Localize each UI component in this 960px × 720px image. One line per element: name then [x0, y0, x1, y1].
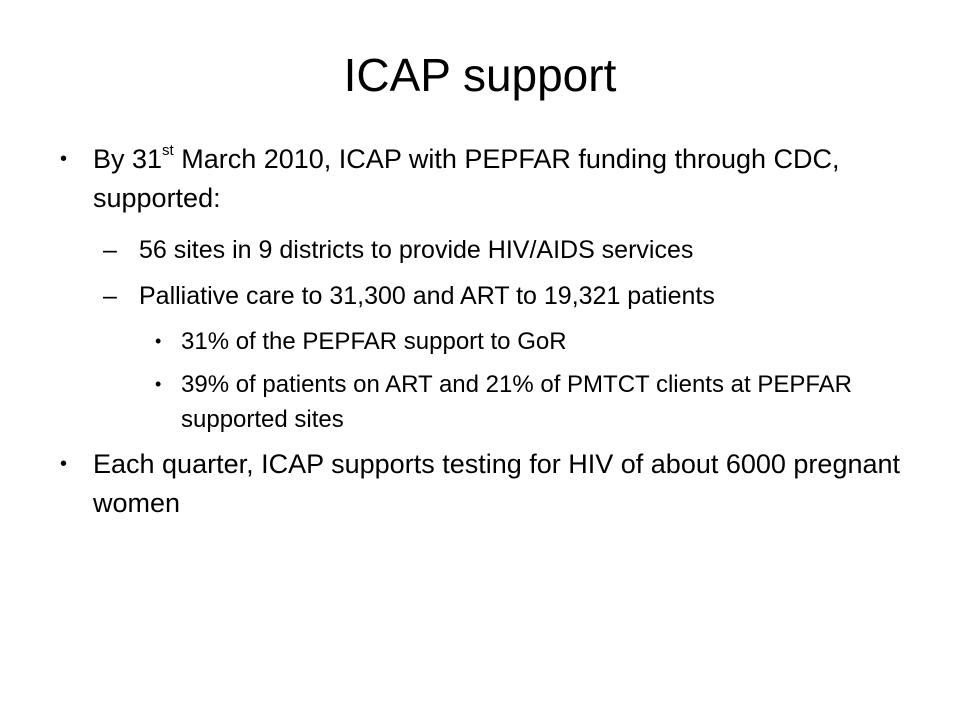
bullet-marker: • [60, 453, 68, 475]
sub-sub-bullet-support-share [60, 324, 920, 359]
bullet-marker: • [60, 148, 68, 170]
dash-marker: – [103, 282, 117, 310]
bullet-marker: • [155, 331, 162, 351]
slide-title: ICAP support [343, 49, 617, 101]
bullet-text: Each quarter, ICAP supports testing for HIV of about 6000 pregnant women [93, 449, 901, 518]
sub-bullet-sites [60, 232, 920, 268]
dash-marker: – [103, 236, 117, 264]
sub-bullet-palliative-care [60, 278, 920, 314]
sub-sub-bullet-text: 31% of the PEPFAR support to GoR [181, 328, 567, 355]
slide-body [60, 140, 920, 537]
bullet-item-funding [60, 140, 920, 218]
sub-bullet-text: Palliative care to 31,300 and ART to 19,321 patients [139, 282, 715, 310]
ordinal-superscript: st [162, 142, 174, 159]
bullet-text-suffix: March 2010, ICAP with PEPFAR funding through CDC, supported: [93, 144, 840, 213]
bullet-item-quarterly-testing [60, 445, 920, 523]
sub-bullet-text: 56 sites in 9 districts to provide HIV/AIDS services [139, 236, 694, 264]
bullet-text-prefix: By 31 [93, 144, 163, 174]
sub-sub-bullet-patient-share [60, 367, 920, 437]
bullet-marker: • [155, 374, 162, 394]
sub-sub-bullet-text: 39% of patients on ART and 21% of PMTCT clients at PEPFAR supported sites [181, 371, 853, 433]
